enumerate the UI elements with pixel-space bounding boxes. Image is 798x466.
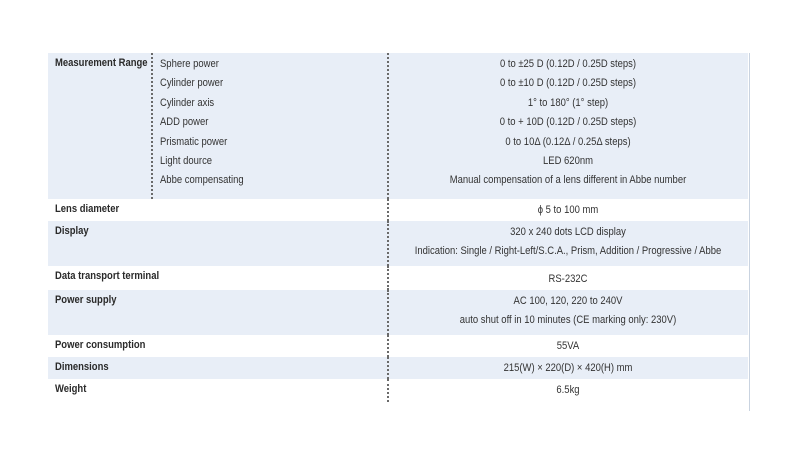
row-label: Lens diameter [55,203,120,215]
value-power-supply: AC 100, 120, 220 to 240V [513,295,623,307]
table-row-weight [48,379,748,402]
value-data-transport: RS-232C [548,273,588,285]
row-label: Display [55,225,89,237]
row-values [388,337,748,356]
value-add-power: 0 to + 10D (0.12D / 0.25D steps) [499,116,637,129]
sub-label-light-source: Light dource [160,154,213,167]
row-label: Measurement Range [55,57,148,69]
table-row-power-consumption [48,335,748,357]
value-auto-shut-off: auto shut off in 10 minutes (CE marking only: 230V) [459,314,677,327]
value-prismatic-power: 0 to 10Δ (0.12Δ / 0.25Δ steps) [505,135,631,148]
sub-label-sphere-power: Sphere power [160,58,219,70]
sub-column-divider [151,53,153,199]
table-row-data-transport-terminal [48,266,748,290]
value-display: 320 x 240 dots LCD display [510,226,626,238]
value-power-consumption: 55VA [556,340,580,352]
row-label: Dimensions [55,361,109,373]
value-cylinder-power: 0 to ±10 D (0.12D / 0.25D steps) [499,77,637,90]
table-row-lens-diameter [48,199,748,221]
table-row-dimensions [48,357,748,379]
value-lens-diameter: ϕ 5 to 100 mm [537,204,599,216]
sub-labels [160,55,257,191]
table-row-power-supply [48,290,748,335]
spec-table [48,53,748,402]
value-display-indication: Indication: Single / Right-Left/S.C.A., Prism, Addition / Progressive / Abbe [414,245,722,258]
sub-label-add-power: ADD power [160,116,209,129]
row-label: Data transport terminal [55,270,160,282]
row-values [388,292,748,331]
row-label: Weight [55,383,87,395]
sub-label-abbe-compensating: Abbe compensating [160,174,244,187]
row-label: Power consumption [55,339,146,351]
value-cylinder-axis: 1° to 180° (1° step) [527,96,609,109]
row-values [388,201,748,220]
row-values [388,223,748,262]
table-row-measurement-range [48,53,748,199]
value-sphere-power: 0 to ±25 D (0.12D / 0.25D steps) [499,58,637,70]
value-weight: 6.5kg [556,384,580,396]
sub-label-prismatic-power: Prismatic power [160,135,228,148]
value-dimensions: 215(W) × 220(D) × 420(H) mm [503,362,633,374]
value-light-source: LED 620nm [543,154,593,167]
table-row-display [48,221,748,266]
sub-label-cylinder-power: Cylinder power [160,77,224,90]
row-values [388,359,748,378]
value-abbe-compensating: Manual compensation of a lens different in Abbe number [449,174,687,187]
row-values [388,55,748,191]
table-right-border [749,53,750,411]
row-values [388,270,748,289]
row-values [388,381,748,400]
sub-label-cylinder-axis: Cylinder axis [160,96,215,109]
row-label: Power supply [55,294,117,306]
